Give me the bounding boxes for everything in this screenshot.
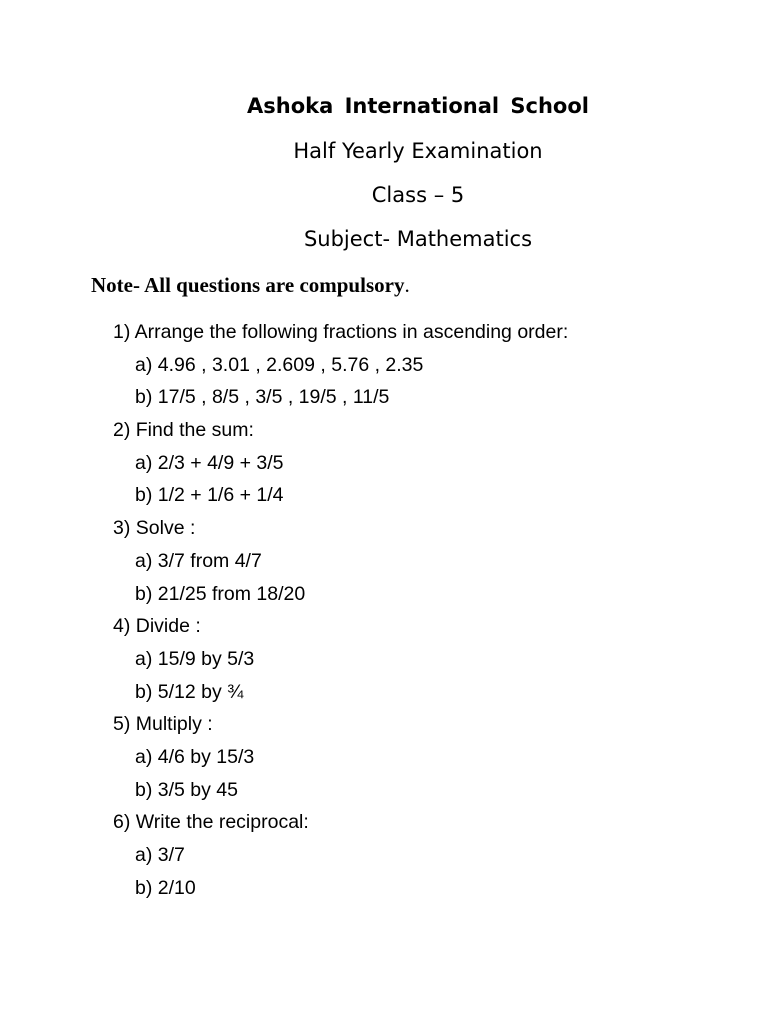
school-name: Ashoka International School [247,94,589,118]
question-1-part-a: a) 4.96 , 3.01 , 2.609 , 5.76 , 2.35 [135,353,424,376]
question-list [0,316,768,904]
subject-label: Subject- Mathematics [303,227,533,251]
question-3-part-a: a) 3/7 from 4/7 [135,549,262,572]
question-6: 6) Write the reciprocal: [113,811,309,834]
question-3-part-b: b) 21/25 from 18/20 [135,582,306,605]
question-1: 1) Arrange the following fractions in ascending order: [113,321,569,343]
question-2: 2) Find the sum: [113,419,254,442]
question-2-part-a: a) 2/3 + 4/9 + 3/5 [135,451,284,474]
question-6-part-a: a) 3/7 [135,844,185,866]
question-5-part-a: a) 4/6 by 15/3 [135,745,255,768]
note-period: . [404,273,410,297]
question-3: 3) Solve : [113,517,196,540]
instructions-note [91,271,410,299]
question-1-part-b: b) 17/5 , 8/5 , 3/5 , 19/5 , 11/5 [135,386,390,409]
class-label: Class – 5 [371,183,465,207]
question-5-part-b: b) 3/5 by 45 [135,778,238,801]
question-6-part-b: b) 2/10 [135,876,196,899]
question-4: 4) Divide : [113,615,201,638]
exam-title: Half Yearly Examination [293,139,543,163]
question-2-part-b: b) 1/2 + 1/6 + 1/4 [135,484,284,507]
note-text: Note- All questions are compulsory [91,273,405,297]
question-4-part-b: b) 5/12 by ¾ [135,680,244,703]
question-5: 5) Multiply : [113,713,213,736]
question-4-part-a: a) 15/9 by 5/3 [135,647,255,670]
